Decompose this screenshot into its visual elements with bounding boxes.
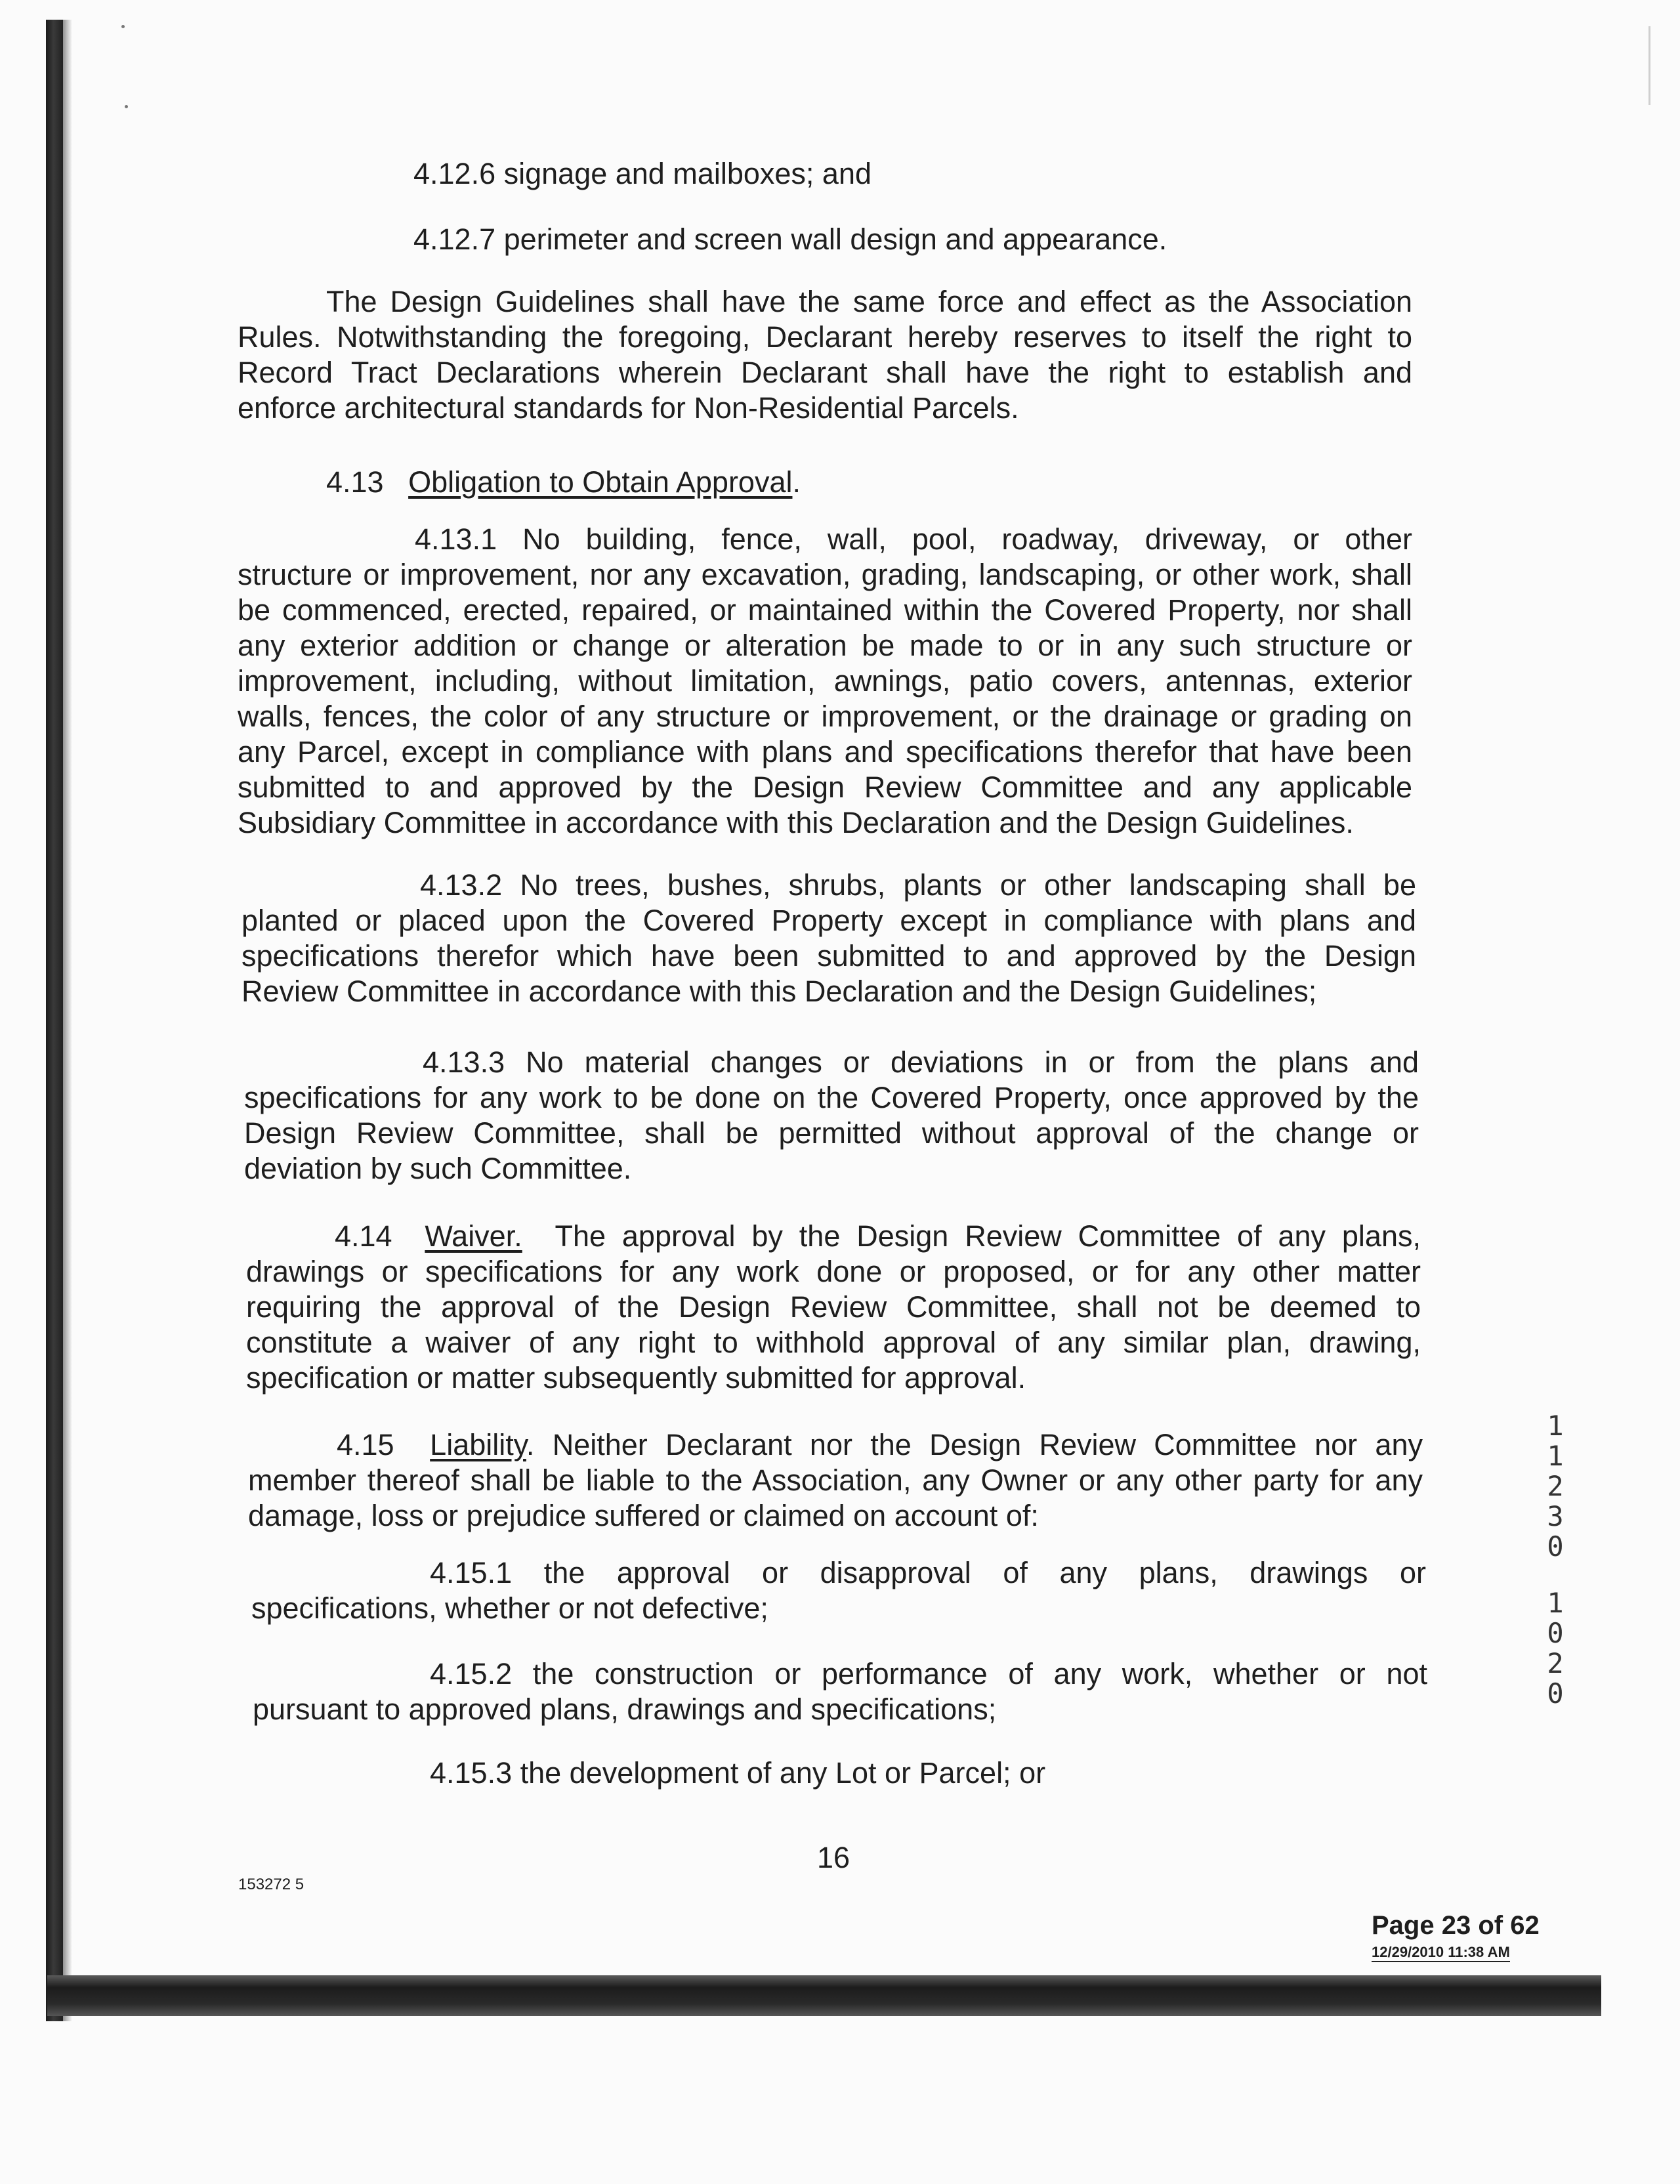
text-fragment: The approval by the Design Review Committee of any plans, xyxy=(555,1219,1421,1253)
text-line: specifications for any work to be done on the Covered Property, once approved by the xyxy=(244,1081,1419,1114)
margin-digit: 1 xyxy=(1547,1587,1564,1619)
text-line: any Parcel, except in compliance with plans and specifications therefor that have been xyxy=(238,735,1412,768)
text-line: Rules. Notwithstanding the foregoing, Declarant hereby reserves to itself the right to xyxy=(238,320,1412,354)
text-line: specification or matter subsequently submitted for approval. xyxy=(246,1361,1026,1395)
text-line: damage, loss or prejudice suffered or claimed on account of: xyxy=(248,1499,1039,1532)
section-title: Liability xyxy=(430,1428,526,1461)
text-line: 4.15.2 the construction or performance of any work, whether or not xyxy=(430,1657,1427,1690)
section-4-15-liability xyxy=(248,1427,1423,1534)
text-line: 4.15.1 the approval or disapproval of any plans, drawings or xyxy=(430,1556,1426,1589)
clause-4-12-7: 4.12.7 perimeter and screen wall design and appearance. xyxy=(413,222,1167,256)
text-line: structure or improvement, nor any excavation, grading, landscaping, or other work, shall xyxy=(238,558,1412,591)
text-line: The Design Guidelines shall have the same force and effect as the Association xyxy=(326,285,1412,318)
scan-speck xyxy=(125,105,128,108)
text-line: improvement, including, without limitation, awnings, patio covers, antennas, exterior xyxy=(238,664,1412,698)
text-line: walls, fences, the color of any structure or improvement, or the drainage or grading on xyxy=(238,700,1412,733)
page-number: 16 xyxy=(817,1841,850,1874)
text-line: constitute a waiver of any right to withhold approval of any similar plan, drawing, xyxy=(246,1326,1421,1359)
design-guidelines-paragraph xyxy=(238,284,1412,426)
text-line xyxy=(246,1219,1421,1254)
recording-date-stamp: 12/29/2010 11:38 AM xyxy=(1372,1944,1510,1962)
margin-digit: 0 xyxy=(1547,1530,1564,1563)
text-line: deviation by such Committee. xyxy=(244,1152,632,1185)
text-line: any exterior addition or change or alteration be made to or in any such structure or xyxy=(238,629,1412,662)
text-line: specifications, whether or not defective; xyxy=(251,1591,768,1625)
margin-recording-number-upper xyxy=(1542,1411,1568,1562)
text-line: submitted to and approved by the Design Review Committee and any applicable xyxy=(238,770,1412,804)
section-title: Obligation to Obtain Approval xyxy=(408,465,793,499)
text-line: 4.13.3 No material changes or deviations in or from the plans and xyxy=(423,1045,1419,1079)
clause-4-13-2 xyxy=(242,868,1416,1009)
text-line: pursuant to approved plans, drawings and specifications; xyxy=(253,1692,997,1726)
recording-page-stamp: Page 23 of 62 xyxy=(1372,1911,1540,1940)
margin-digit: 2 xyxy=(1547,1470,1564,1502)
text-line: requiring the approval of the Design Review Committee, shall not be deemed to xyxy=(246,1290,1421,1324)
scan-bottom-edge xyxy=(47,1975,1601,2016)
clause-4-15-2 xyxy=(253,1656,1427,1727)
section-4-13-heading xyxy=(326,465,801,500)
section-period: . xyxy=(792,465,801,499)
text-line: Review Committee in accordance with this Declaration and the Design Guidelines; xyxy=(242,975,1317,1008)
margin-recording-number-lower xyxy=(1542,1588,1568,1709)
section-4-14-waiver xyxy=(246,1219,1421,1396)
scan-left-shadow xyxy=(63,20,72,2021)
clause-4-13-1 xyxy=(238,522,1412,841)
section-title: Waiver. xyxy=(425,1219,522,1253)
clause-4-15-3: 4.15.3 the development of any Lot or Parcel; or xyxy=(430,1756,1046,1790)
text-line: enforce architectural standards for Non-Residential Parcels. xyxy=(238,391,1019,425)
text-line: Design Review Committee, shall be permitted without approval of the change or xyxy=(244,1116,1419,1150)
margin-digit: 0 xyxy=(1547,1677,1564,1710)
text-line: member thereof shall be liable to the Association, any Owner or any other party for any xyxy=(248,1463,1423,1497)
text-line: planted or placed upon the Covered Property except in compliance with plans and xyxy=(242,904,1416,937)
margin-digit: 1 xyxy=(1547,1410,1564,1442)
document-code: 153272 5 xyxy=(238,1876,304,1893)
section-number: 4.15 xyxy=(337,1428,394,1461)
scan-left-edge xyxy=(46,20,63,2021)
text-line: drawings or specifications for any work done or proposed, or for any other matter xyxy=(246,1255,1421,1288)
text-line xyxy=(248,1427,1423,1463)
clause-4-13-3 xyxy=(244,1045,1419,1186)
text-line: be commenced, erected, repaired, or maintained within the Covered Property, nor shall xyxy=(238,593,1412,627)
margin-digit: 2 xyxy=(1547,1647,1564,1679)
text-line: 4.13.2 No trees, bushes, shrubs, plants or other landscaping shall be xyxy=(420,868,1416,902)
margin-digit: 1 xyxy=(1547,1440,1564,1472)
section-number: 4.14 xyxy=(335,1219,392,1253)
clause-4-12-6: 4.12.6 signage and mailboxes; and xyxy=(413,157,872,190)
scan-speck xyxy=(121,25,125,28)
section-number: 4.13 xyxy=(326,465,384,499)
margin-digit: 0 xyxy=(1547,1617,1564,1649)
scan-right-mark xyxy=(1648,26,1650,105)
text-line: 4.13.1 No building, fence, wall, pool, roadway, driveway, or other xyxy=(415,522,1412,556)
text-line: Record Tract Declarations wherein Declarant shall have the right to establish and xyxy=(238,356,1412,389)
text-line: Subsidiary Committee in accordance with this Declaration and the Design Guidelines. xyxy=(238,806,1354,839)
clause-4-15-1 xyxy=(251,1555,1426,1626)
text-fragment: . Neither Declarant nor the Design Review Committee nor any xyxy=(526,1428,1423,1461)
margin-digit: 3 xyxy=(1547,1500,1564,1532)
text-line: specifications therefor which have been submitted to and approved by the Design xyxy=(242,939,1416,973)
